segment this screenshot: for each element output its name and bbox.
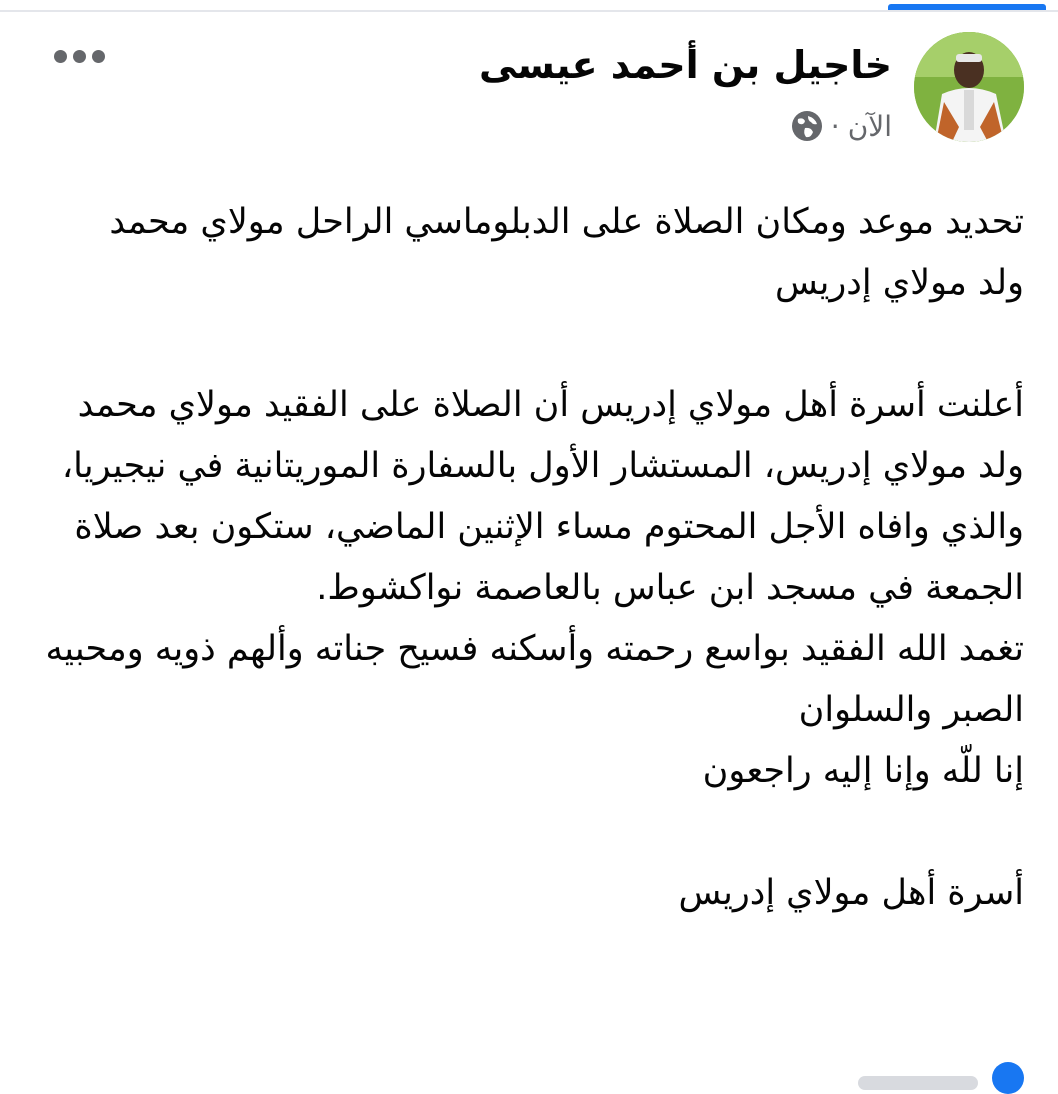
meta-separator: · bbox=[830, 109, 840, 143]
author-avatar[interactable] bbox=[914, 32, 1024, 142]
top-divider bbox=[0, 10, 1058, 12]
more-dot-icon bbox=[54, 50, 67, 63]
post-body bbox=[34, 192, 1024, 924]
avatar-photo bbox=[914, 32, 1024, 142]
announcement-paragraph: أعلنت أسرة أهل مولاي إدريس أن الصلاة على الفقيد مولاي محمد ولد مولاي إدريس، المستشار الأول بالسفارة الموريتانية في نيجيريا، والذي وافاه الأجل المحتوم مساء الإثنين الماضي، ستكون بعد صلاة الجمعة في مسجد ابن عباس بالعاصمة نواكشوط. bbox=[61, 385, 1024, 608]
post-header bbox=[34, 32, 1024, 147]
active-tab-indicator bbox=[888, 4, 1046, 10]
more-dot-icon bbox=[73, 50, 86, 63]
post-meta bbox=[791, 106, 892, 146]
post-timestamp[interactable]: الآن bbox=[847, 109, 892, 143]
reactions-summary-placeholder bbox=[858, 1076, 978, 1090]
closing-verse: إنا للّه وإنا إليه راجعون bbox=[702, 751, 1024, 791]
post-signature: أسرة أهل مولاي إدريس bbox=[678, 873, 1024, 913]
post-title-line-2: ولد مولاي إدريس bbox=[775, 263, 1024, 303]
post-title-line-1: تحديد موعد ومكان الصلاة على الدبلوماسي الراحل مولاي محمد bbox=[109, 202, 1024, 242]
reaction-icon bbox=[992, 1062, 1024, 1094]
condolence-prayer: تغمد الله الفقيد بواسع رحمته وأسكنه فسيح جناته وألهم ذويه ومحبيه الصبر والسلوان bbox=[45, 629, 1024, 730]
more-dot-icon bbox=[92, 50, 105, 63]
globe-icon[interactable] bbox=[791, 110, 823, 142]
author-name[interactable]: خاجيل بن أحمد عيسى bbox=[478, 43, 892, 87]
more-options-button[interactable] bbox=[54, 44, 114, 68]
